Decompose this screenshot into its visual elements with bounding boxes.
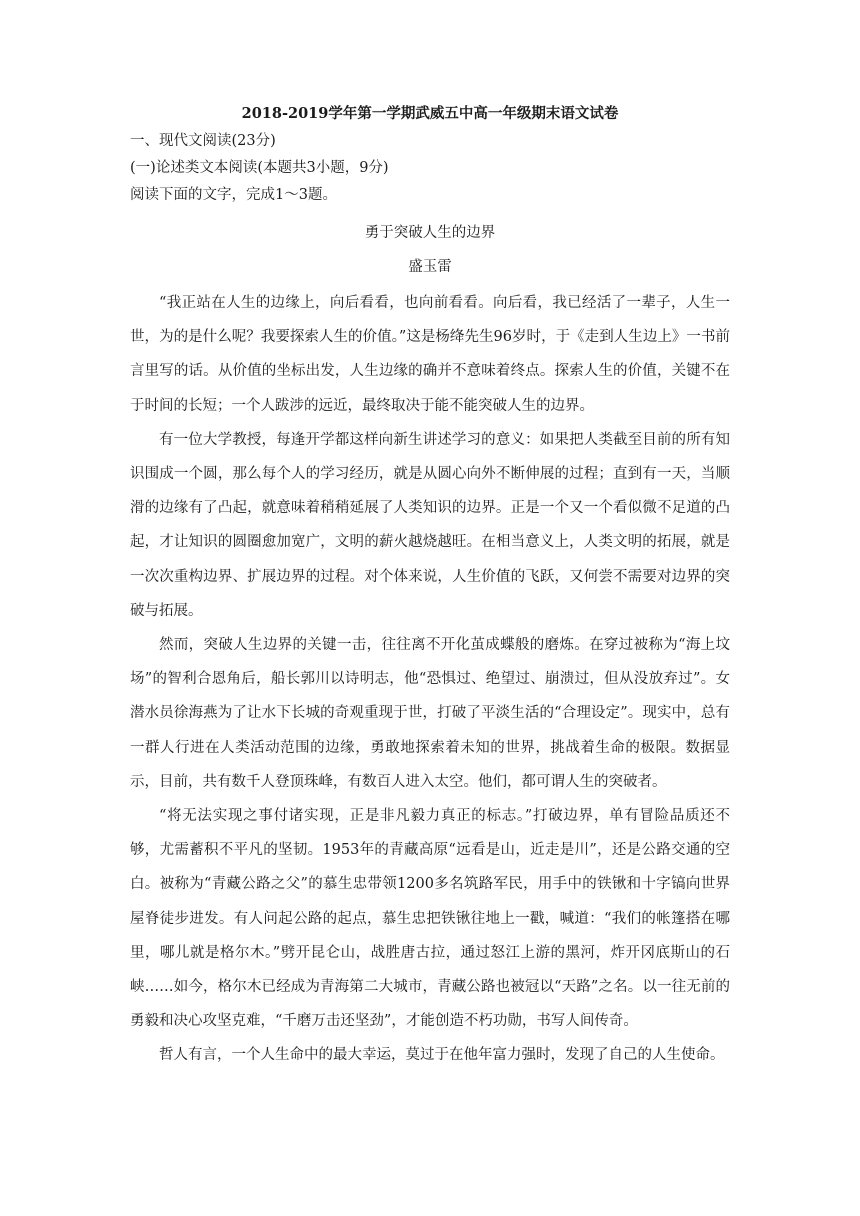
article-body (130, 286, 730, 1073)
article-paragraph: “我正站在人生的边缘上，向后看看，也向前看看。向后看，我已经活了一辈子，人生一世，为的是什么呢？我要探索人生的价值。”这是杨绛先生96岁时，于《走到人生边上》一书前言里写的话。从价值的坐标出发，人生边缘的确并不意味着终点。探索人生的价值，关键不在于时间的长短；一个人跋涉的远近，最终取决于能不能突破人生的边界。 (130, 295, 730, 414)
article-paragraph: “将无法实现之事付诸实现，正是非凡毅力真正的标志。”打破边界，单有冒险品质还不够，尤需蓄积不平凡的坚韧。1953年的青藏高原“远看是山，近走是川”，还是公路交通的空白。被称为“青藏公路之父”的慕生忠带领1200多名筑路军民，用手中的铁锹和十字镐向世界屋脊徒步进发。有人问起公路的起点，慕生忠把铁锹往地上一戳，喊道：“我们的帐篷搭在哪里，哪儿就是格尔木。”劈开昆仑山，战胜唐古拉，通过怒江上游的黑河，炸开冈底斯山的石峡……如今，格尔木已经成为青海第二大城市，青藏公路也被冠以“天路”之名。以一往无前的勇毅和决心攻坚克难，“千磨万击还坚劲”，才能创造不朽功勋，书写人间传奇。 (130, 808, 730, 1030)
article-author: 盛玉雷 (408, 259, 452, 275)
article-title: 勇于突破人生的边界 (364, 225, 496, 241)
reading-instruction: 阅读下面的文字，完成1～3题。 (130, 187, 337, 203)
article-paragraph: 哲人有言，一个人生命中的最大幸运，莫过于在他年富力强时，发现了自己的人生使命。 (159, 1047, 725, 1064)
article-paragraph: 有一位大学教授，每逢开学都这样向新生讲述学习的意义：如果把人类截至目前的所有知识围成一个圆，那么每个人的学习经历，就是从圆心向外不断伸展的过程；直到有一天，当顺滑的边缘有了凸起，就意味着稍稍延展了人类知识的边界。正是一个又一个看似微不足道的凸起，才让知识的圆圈愈加宽广，文明的薪火越烧越旺。在相当意义上，人类文明的拓展，就是一次次重构边界、扩展边界的过程。对个体来说，人生价值的飞跃，又何尝不需要对边界的突破与拓展。 (130, 431, 730, 619)
exam-title: 2018-2019学年第一学期武威五中高一年级期末语文试卷 (241, 105, 619, 122)
article-paragraph: 然而，突破人生边界的关键一击，往往离不开化茧成蝶般的磨炼。在穿过被称为“海上坟场”的智利合恩角后，船长郭川以诗明志，他“恐惧过、绝望过、崩溃过，但从没放弃过”。女潜水员徐海燕为了让水下长城的奇观重现于世，打破了平淡生活的“合理设定”。现实中，总有一群人行进在人类活动范围的边缘，勇敢地探索着未知的世界，挑战着生命的极限。数据显示，目前，共有数千人登顶珠峰，有数百人进入太空。他们，都可谓人生的突破者。 (130, 637, 730, 790)
section-heading: 一、现代文阅读(23分) (130, 133, 276, 149)
subsection-heading: (一)论述类文本阅读(本题共3小题，9分) (130, 160, 389, 176)
